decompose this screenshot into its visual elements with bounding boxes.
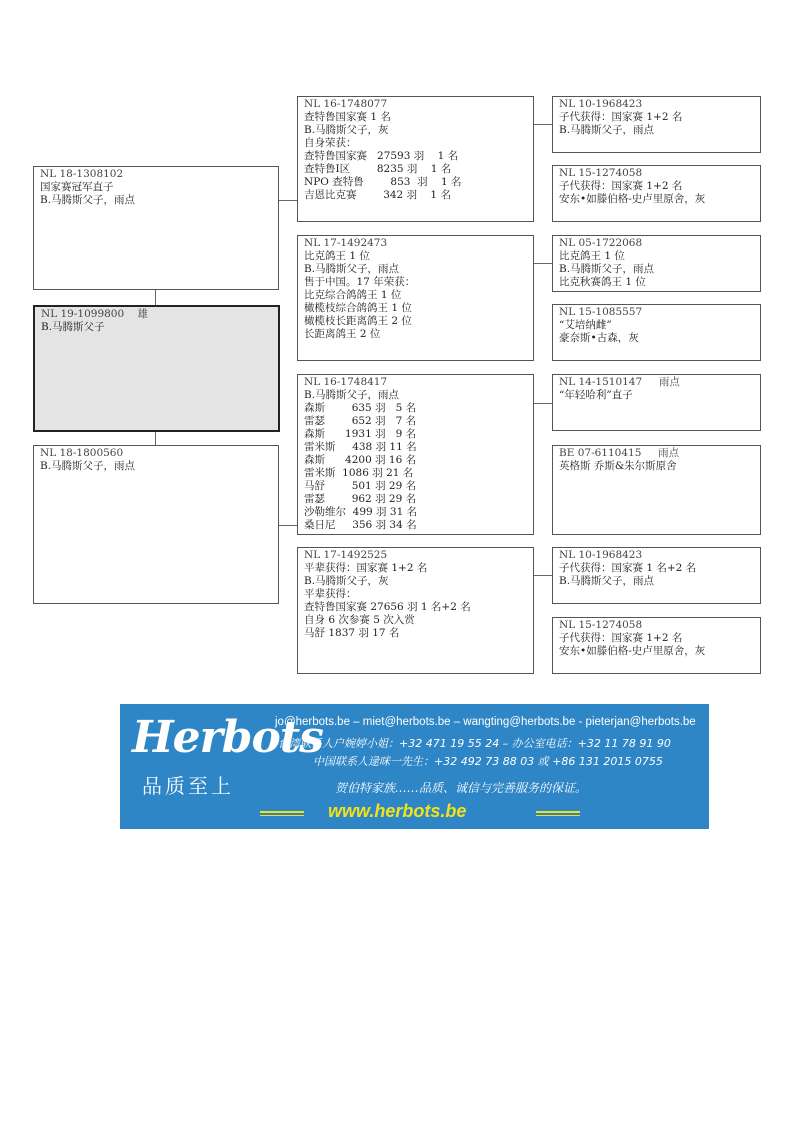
pedigree-line: 森斯 4200 羽 16 名 bbox=[304, 454, 417, 466]
dam-sire-box bbox=[297, 374, 534, 535]
ring-number: NL 16-1748077 bbox=[304, 98, 388, 110]
sire-dam-sire-box bbox=[552, 235, 761, 292]
dam-sire-dam-box bbox=[552, 445, 761, 535]
pedigree-line: 查特鲁国家赛 27656 羽 1 名+2 名 bbox=[304, 601, 471, 613]
sire-sire-sire-box bbox=[552, 96, 761, 153]
ring-number: NL 15-1274058 bbox=[559, 619, 643, 631]
pedigree-line: 查特鲁Ⅰ区 8235 羽 1 名 bbox=[304, 163, 452, 175]
ring-number: NL 10-1968423 bbox=[559, 549, 643, 561]
dam-dam-box bbox=[297, 547, 534, 674]
pedigree-line: 森斯 1931 羽 9 名 bbox=[304, 428, 417, 440]
connector-line bbox=[155, 431, 156, 445]
pedigree-line: B.马腾斯父子，灰 bbox=[304, 124, 389, 136]
pedigree-line: 雷米斯 1086 羽 21 名 bbox=[304, 467, 414, 479]
pedigree-line: B.马腾斯父子，雨点 bbox=[304, 263, 400, 275]
pedigree-line: 安东•如滕伯格-史卢里原舍，灰 bbox=[559, 645, 706, 657]
pedigree-line: 比克秋赛鸽王 1 位 bbox=[559, 276, 646, 288]
sire-dam-box bbox=[297, 235, 534, 361]
pedigree-line: 平辈获得： bbox=[304, 588, 357, 600]
pedigree-line: B.马腾斯父子，雨点 bbox=[559, 575, 655, 587]
banner-slogan: 品质至上 bbox=[142, 774, 234, 798]
pedigree-line: 森斯 635 羽 5 名 bbox=[304, 402, 417, 414]
pedigree-line: 吉恩比克赛 342 羽 1 名 bbox=[304, 189, 451, 201]
sire-sire-dam-box bbox=[552, 165, 761, 222]
sire-sire-box bbox=[297, 96, 534, 222]
pedigree-line: 自身荣获： bbox=[304, 137, 357, 149]
pedigree-line: 马舒 1837 羽 17 名 bbox=[304, 627, 400, 639]
ring-number: NL 17-1492473 bbox=[304, 237, 388, 249]
pedigree-line: 子代获得：国家赛 1+2 名 bbox=[559, 111, 683, 123]
pedigree-line: 比克鸽王 1 位 bbox=[304, 250, 370, 262]
pedigree-line: 比克综合鸽鸽王 1 位 bbox=[304, 289, 402, 301]
pedigree-line: “年轻哈利”直子 bbox=[559, 389, 633, 401]
pedigree-line: 雷瑟 652 羽 7 名 bbox=[304, 415, 417, 427]
connector-line bbox=[533, 124, 552, 125]
ring-number: NL 15-1274058 bbox=[559, 167, 643, 179]
ring-number: NL 17-1492525 bbox=[304, 549, 388, 561]
decorative-dash-left bbox=[260, 811, 304, 813]
connector-line bbox=[533, 263, 552, 264]
banner-contact-china: 中国联系人逯咪一先生：+32 492 73 88 03 或 +86 131 2015 0755 bbox=[313, 755, 663, 768]
sire-dam-dam-box bbox=[552, 304, 761, 361]
pedigree-line: 长距离鸽王 2 位 bbox=[304, 328, 381, 340]
website-link[interactable]: www.herbots.be bbox=[328, 801, 467, 821]
ring-number: NL 05-1722068 bbox=[559, 237, 643, 249]
pedigree-line: B.马腾斯父子，雨点 bbox=[559, 263, 655, 275]
decorative-dash-right bbox=[536, 811, 580, 813]
main-pigeon-box bbox=[33, 305, 280, 432]
pedigree-line: 比克鸽王 1 位 bbox=[559, 250, 625, 262]
pedigree-line: 平辈获得：国家赛 1+2 名 bbox=[304, 562, 428, 574]
herbots-logo: Herbots bbox=[132, 712, 323, 763]
pedigree-line: 查特鲁国家赛 27593 羽 1 名 bbox=[304, 150, 459, 162]
pedigree-line: 售于中国。17 年荣获： bbox=[304, 276, 416, 288]
ring-number: NL 14-1510147 雨点 bbox=[559, 376, 680, 388]
connector-line bbox=[155, 290, 156, 305]
ring-number: NL 18-1800560 bbox=[40, 447, 124, 459]
sire-box bbox=[33, 166, 279, 290]
ring-number: NL 15-1085557 bbox=[559, 306, 643, 318]
pedigree-line: 沙勒维尔 499 羽 31 名 bbox=[304, 506, 418, 518]
pedigree-line: 国家赛冠军直子 bbox=[40, 181, 114, 193]
pedigree-line: 自身 6 次参赛 5 次入赏 bbox=[304, 614, 415, 626]
pedigree-line: B.马腾斯父子，雨点 bbox=[40, 194, 136, 206]
connector-line bbox=[533, 575, 552, 576]
ring-number: NL 16-1748417 bbox=[304, 376, 388, 388]
pedigree-line: B.马腾斯父子，雨点 bbox=[304, 389, 400, 401]
pedigree-line: B.马腾斯父子，雨点 bbox=[40, 460, 136, 472]
pedigree-line: 安东•如滕伯格-史卢里原舍，灰 bbox=[559, 193, 706, 205]
dam-dam-dam-box bbox=[552, 617, 761, 674]
ring-number: NL 19-1099800 雄 bbox=[41, 308, 149, 320]
pedigree-line: 马舒 501 羽 29 名 bbox=[304, 480, 417, 492]
ring-number: NL 10-1968423 bbox=[559, 98, 643, 110]
banner-tagline: 贺伯特家族……品质、诚信与完善服务的保证。 bbox=[335, 781, 588, 795]
ring-number: BE 07-6110415 雨点 bbox=[559, 447, 680, 459]
herbots-banner bbox=[120, 704, 709, 829]
pedigree-line: 英格斯 乔斯&朱尔斯原舍 bbox=[559, 460, 677, 472]
pedigree-line: 橄榄枝综合鸽鸽王 1 位 bbox=[304, 302, 412, 314]
pedigree-line: 子代获得：国家赛 1+2 名 bbox=[559, 180, 683, 192]
ring-number: NL 18-1308102 bbox=[40, 168, 124, 180]
dam-dam-sire-box bbox=[552, 547, 761, 604]
pedigree-line: 子代获得：国家赛 1 名+2 名 bbox=[559, 562, 697, 574]
connector-line bbox=[278, 525, 297, 526]
pedigree-line: “艾培纳雌” bbox=[559, 319, 612, 331]
connector-line bbox=[533, 403, 552, 404]
pedigree-line: B.马腾斯父子 bbox=[41, 321, 105, 333]
dam-sire-sire-box bbox=[552, 374, 761, 431]
pedigree-line: 豪奈斯•古森，灰 bbox=[559, 332, 639, 344]
pedigree-line: B.马腾斯父子，灰 bbox=[304, 575, 389, 587]
pedigree-line: 子代获得：国家赛 1+2 名 bbox=[559, 632, 683, 644]
pedigree-line: B.马腾斯父子，雨点 bbox=[559, 124, 655, 136]
pedigree-line: 雷瑟 962 羽 29 名 bbox=[304, 493, 417, 505]
banner-emails[interactable]: jo@herbots.be – miet@herbots.be – wangting@herbots.be - pieterjan@herbots.be bbox=[275, 716, 696, 728]
dam-box bbox=[33, 445, 279, 604]
connector-line bbox=[278, 200, 297, 201]
pedigree-line: 橄榄枝长距离鸽王 2 位 bbox=[304, 315, 412, 327]
pedigree-line: 雷米斯 438 羽 11 名 bbox=[304, 441, 417, 453]
pedigree-line: NPO 查特鲁 853 羽 1 名 bbox=[304, 176, 462, 188]
pedigree-line: 查特鲁国家赛 1 名 bbox=[304, 111, 391, 123]
banner-contact-taiwan: 台湾联系人户婉婷小姐：+32 471 19 55 24 – 办公室电话：+32 11 78 91 90 bbox=[278, 737, 671, 750]
pedigree-line: 桑日尼 356 羽 34 名 bbox=[304, 519, 417, 531]
